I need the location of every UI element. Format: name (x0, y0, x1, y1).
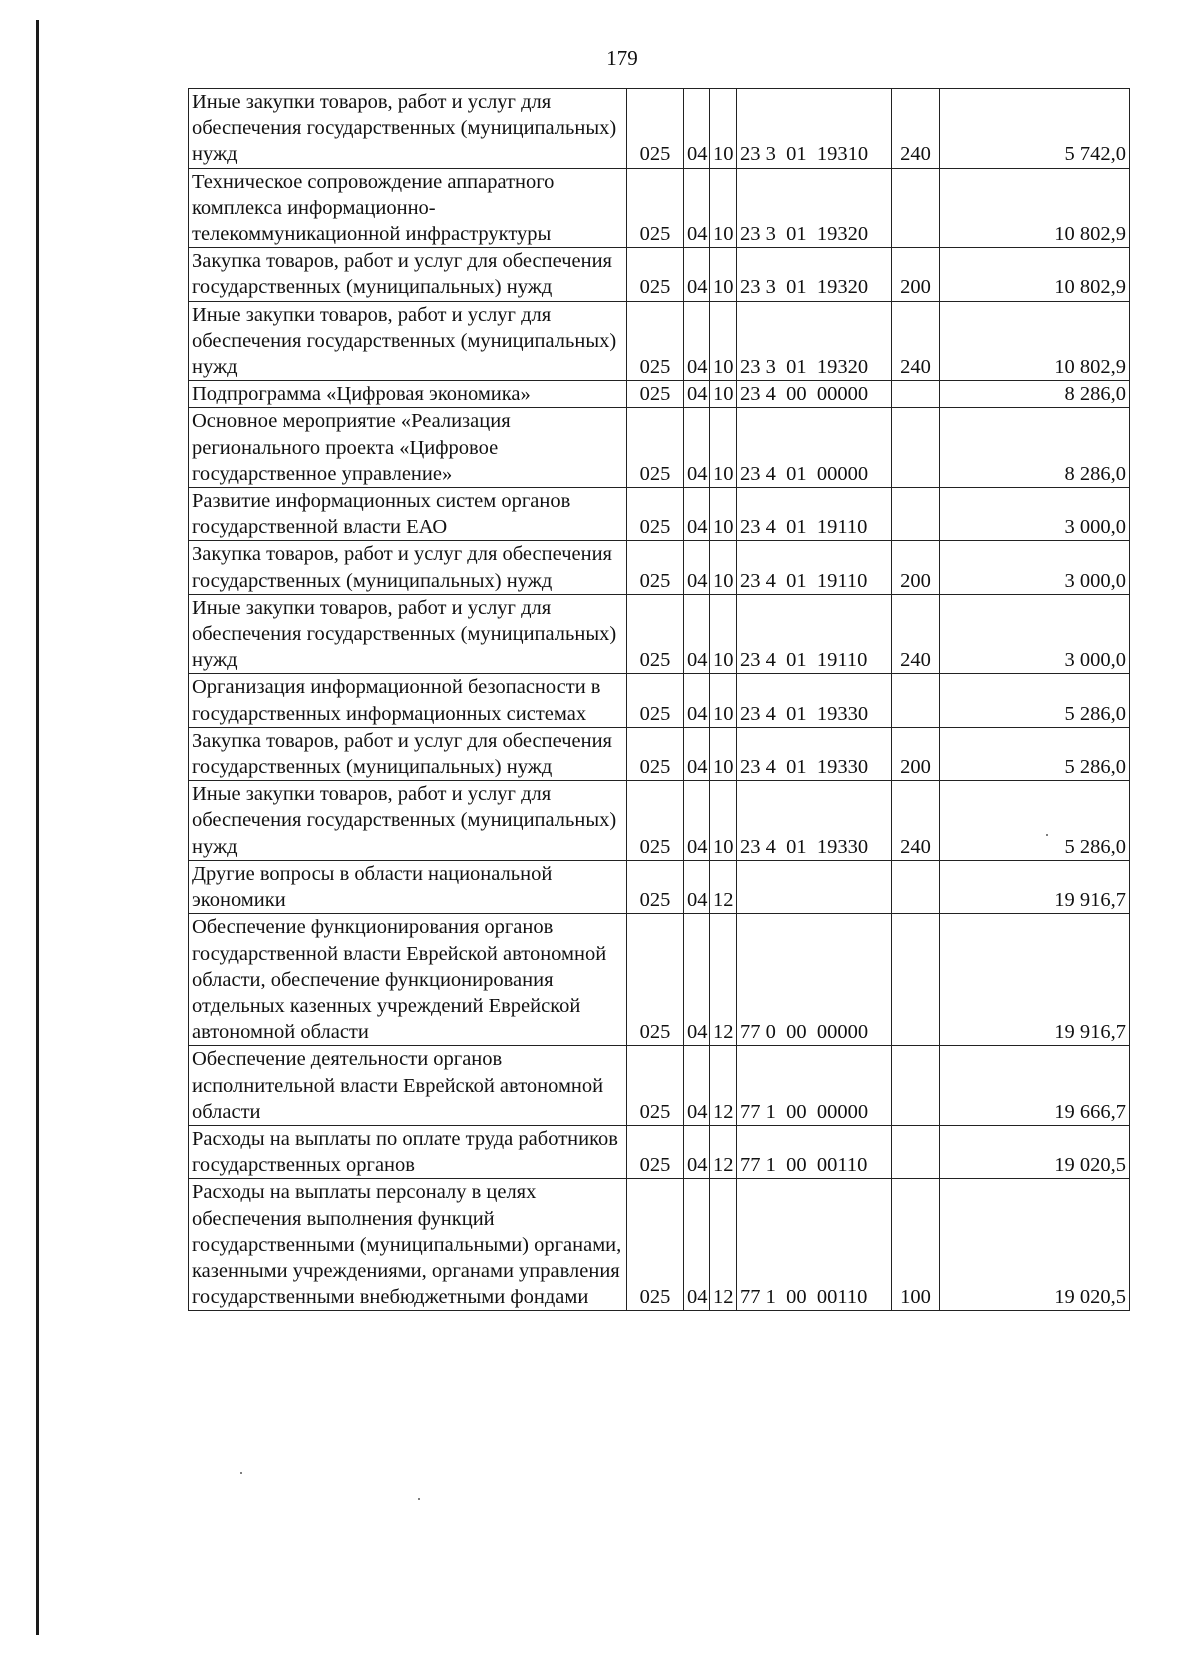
description-cell: Организация информационной безопасности в государственных информационных системах (189, 674, 627, 727)
description-cell: Обеспечение деятельности органов исполнительной власти Еврейской автономной области (189, 1046, 627, 1126)
table-row (189, 168, 1130, 248)
target-article-cell (737, 860, 892, 913)
ministry-code-cell: 025 (627, 727, 684, 780)
amount-cell: 3 000,0 (940, 488, 1130, 541)
section-code-cell: 04 (684, 248, 710, 301)
section-code-cell: 04 (684, 408, 710, 488)
amount-cell: 10 802,9 (940, 248, 1130, 301)
table-row (189, 727, 1130, 780)
section-code-cell: 04 (684, 168, 710, 248)
expense-type-cell: 200 (892, 248, 940, 301)
amount-cell: 8 286,0 (940, 381, 1130, 408)
table-row (189, 1046, 1130, 1126)
subsection-code-cell: 10 (710, 541, 737, 594)
ministry-code-cell: 025 (627, 914, 684, 1046)
amount-cell: 5 742,0 (940, 89, 1130, 169)
target-article-cell: 23 4 01 19330 (737, 727, 892, 780)
table-row (189, 488, 1130, 541)
table-row (189, 408, 1130, 488)
target-article-cell: 23 4 01 19330 (737, 781, 892, 861)
description-cell: Другие вопросы в области национальной экономики (189, 860, 627, 913)
amount-cell: 8 286,0 (940, 408, 1130, 488)
section-code-cell: 04 (684, 89, 710, 169)
table-row (189, 1179, 1130, 1311)
section-code-cell: 04 (684, 488, 710, 541)
subsection-code-cell: 12 (710, 1046, 737, 1126)
description-cell: Закупка товаров, работ и услуг для обеспечения государственных (муниципальных) нужд (189, 248, 627, 301)
expense-type-cell: 100 (892, 1179, 940, 1311)
description-cell: Основное мероприятие «Реализация регионального проекта «Цифровое государственное управление» (189, 408, 627, 488)
section-code-cell: 04 (684, 674, 710, 727)
expense-type-cell (892, 1046, 940, 1126)
subsection-code-cell: 10 (710, 674, 737, 727)
amount-cell: 5 286,0 (940, 674, 1130, 727)
amount-cell: 10 802,9 (940, 168, 1130, 248)
target-article-cell: 23 4 01 19110 (737, 541, 892, 594)
table-row (189, 248, 1130, 301)
ministry-code-cell: 025 (627, 381, 684, 408)
expense-type-cell (892, 914, 940, 1046)
description-cell: Иные закупки товаров, работ и услуг для обеспечения государственных (муниципальных) нужд (189, 594, 627, 674)
section-code-cell: 04 (684, 781, 710, 861)
target-article-cell: 23 4 01 19110 (737, 594, 892, 674)
ministry-code-cell: 025 (627, 674, 684, 727)
target-article-cell: 23 4 01 19110 (737, 488, 892, 541)
ministry-code-cell: 025 (627, 301, 684, 381)
amount-cell: 19 916,7 (940, 860, 1130, 913)
ministry-code-cell: 025 (627, 1046, 684, 1126)
scan-speck (418, 1498, 420, 1500)
description-cell: Закупка товаров, работ и услуг для обеспечения государственных (муниципальных) нужд (189, 727, 627, 780)
description-cell: Развитие информационных систем органов государственной власти ЕАО (189, 488, 627, 541)
amount-cell: 3 000,0 (940, 594, 1130, 674)
section-code-cell: 04 (684, 381, 710, 408)
section-code-cell: 04 (684, 1046, 710, 1126)
description-cell: Обеспечение функционирования органов государственной власти Еврейской автономной области, обеспечение функционирования отдельных казенных учреждений Еврейской автономной области (189, 914, 627, 1046)
scan-speck (240, 1472, 242, 1474)
table-row (189, 781, 1130, 861)
expense-type-cell: 240 (892, 301, 940, 381)
ministry-code-cell: 025 (627, 541, 684, 594)
budget-table-body (189, 89, 1130, 1311)
target-article-cell: 23 4 00 00000 (737, 381, 892, 408)
expense-type-cell (892, 168, 940, 248)
page-number: 179 (606, 46, 638, 70)
table-row (189, 301, 1130, 381)
expense-type-cell (892, 488, 940, 541)
amount-cell: 10 802,9 (940, 301, 1130, 381)
amount-cell: 3 000,0 (940, 541, 1130, 594)
subsection-code-cell: 12 (710, 860, 737, 913)
subsection-code-cell: 10 (710, 727, 737, 780)
target-article-cell: 23 3 01 19320 (737, 168, 892, 248)
description-cell: Иные закупки товаров, работ и услуг для обеспечения государственных (муниципальных) нужд (189, 301, 627, 381)
ministry-code-cell: 025 (627, 248, 684, 301)
expense-type-cell: 240 (892, 89, 940, 169)
table-row (189, 89, 1130, 169)
description-cell: Иные закупки товаров, работ и услуг для обеспечения государственных (муниципальных) нужд (189, 781, 627, 861)
target-article-cell: 77 1 00 00110 (737, 1179, 892, 1311)
subsection-code-cell: 12 (710, 1125, 737, 1178)
subsection-code-cell: 10 (710, 248, 737, 301)
target-article-cell: 77 1 00 00110 (737, 1125, 892, 1178)
ministry-code-cell: 025 (627, 408, 684, 488)
table-row (189, 381, 1130, 408)
table-row (189, 860, 1130, 913)
ministry-code-cell: 025 (627, 1125, 684, 1178)
section-code-cell: 04 (684, 727, 710, 780)
subsection-code-cell: 10 (710, 168, 737, 248)
description-cell: Техническое сопровождение аппаратного комплекса информационно-телекоммуникационной инфраструктуры (189, 168, 627, 248)
ministry-code-cell: 025 (627, 781, 684, 861)
description-cell: Иные закупки товаров, работ и услуг для обеспечения государственных (муниципальных) нужд (189, 89, 627, 169)
subsection-code-cell: 12 (710, 1179, 737, 1311)
target-article-cell: 23 4 01 19330 (737, 674, 892, 727)
section-code-cell: 04 (684, 1125, 710, 1178)
section-code-cell: 04 (684, 594, 710, 674)
section-code-cell: 04 (684, 541, 710, 594)
expense-type-cell (892, 1125, 940, 1178)
subsection-code-cell: 10 (710, 89, 737, 169)
subsection-code-cell: 12 (710, 914, 737, 1046)
subsection-code-cell: 10 (710, 594, 737, 674)
amount-cell: 19 666,7 (940, 1046, 1130, 1126)
expense-type-cell: 240 (892, 594, 940, 674)
section-code-cell: 04 (684, 1179, 710, 1311)
description-cell: Расходы на выплаты персоналу в целях обеспечения выполнения функций государственными (муниципальными) органами, казенными учреждениями, органами управления государственными внебюджетными фондами (189, 1179, 627, 1311)
table-row (189, 594, 1130, 674)
subsection-code-cell: 10 (710, 488, 737, 541)
target-article-cell: 77 0 00 00000 (737, 914, 892, 1046)
amount-cell: 19 916,7 (940, 914, 1130, 1046)
expense-type-cell: 200 (892, 541, 940, 594)
ministry-code-cell: 025 (627, 89, 684, 169)
ministry-code-cell: 025 (627, 594, 684, 674)
target-article-cell: 23 4 01 00000 (737, 408, 892, 488)
amount-cell: 5 286,0 (940, 727, 1130, 780)
expense-type-cell (892, 381, 940, 408)
budget-table (188, 88, 1130, 1311)
target-article-cell: 77 1 00 00000 (737, 1046, 892, 1126)
target-article-cell: 23 3 01 19310 (737, 89, 892, 169)
table-row (189, 1125, 1130, 1178)
description-cell: Подпрограмма «Цифровая экономика» (189, 381, 627, 408)
section-code-cell: 04 (684, 914, 710, 1046)
table-row (189, 541, 1130, 594)
scan-speck (1046, 834, 1048, 836)
expense-type-cell (892, 408, 940, 488)
subsection-code-cell: 10 (710, 781, 737, 861)
description-cell: Расходы на выплаты по оплате труда работников государственных органов (189, 1125, 627, 1178)
table-row (189, 674, 1130, 727)
target-article-cell: 23 3 01 19320 (737, 248, 892, 301)
ministry-code-cell: 025 (627, 488, 684, 541)
ministry-code-cell: 025 (627, 168, 684, 248)
ministry-code-cell: 025 (627, 1179, 684, 1311)
amount-cell: 19 020,5 (940, 1125, 1130, 1178)
ministry-code-cell: 025 (627, 860, 684, 913)
expense-type-cell: 240 (892, 781, 940, 861)
section-code-cell: 04 (684, 860, 710, 913)
expense-type-cell: 200 (892, 727, 940, 780)
expense-type-cell (892, 674, 940, 727)
subsection-code-cell: 10 (710, 381, 737, 408)
scan-margin-line (36, 20, 39, 1635)
expense-type-cell (892, 860, 940, 913)
subsection-code-cell: 10 (710, 408, 737, 488)
section-code-cell: 04 (684, 301, 710, 381)
target-article-cell: 23 3 01 19320 (737, 301, 892, 381)
description-cell: Закупка товаров, работ и услуг для обеспечения государственных (муниципальных) нужд (189, 541, 627, 594)
table-row (189, 914, 1130, 1046)
subsection-code-cell: 10 (710, 301, 737, 381)
amount-cell: 19 020,5 (940, 1179, 1130, 1311)
amount-cell: 5 286,0 (940, 781, 1130, 861)
